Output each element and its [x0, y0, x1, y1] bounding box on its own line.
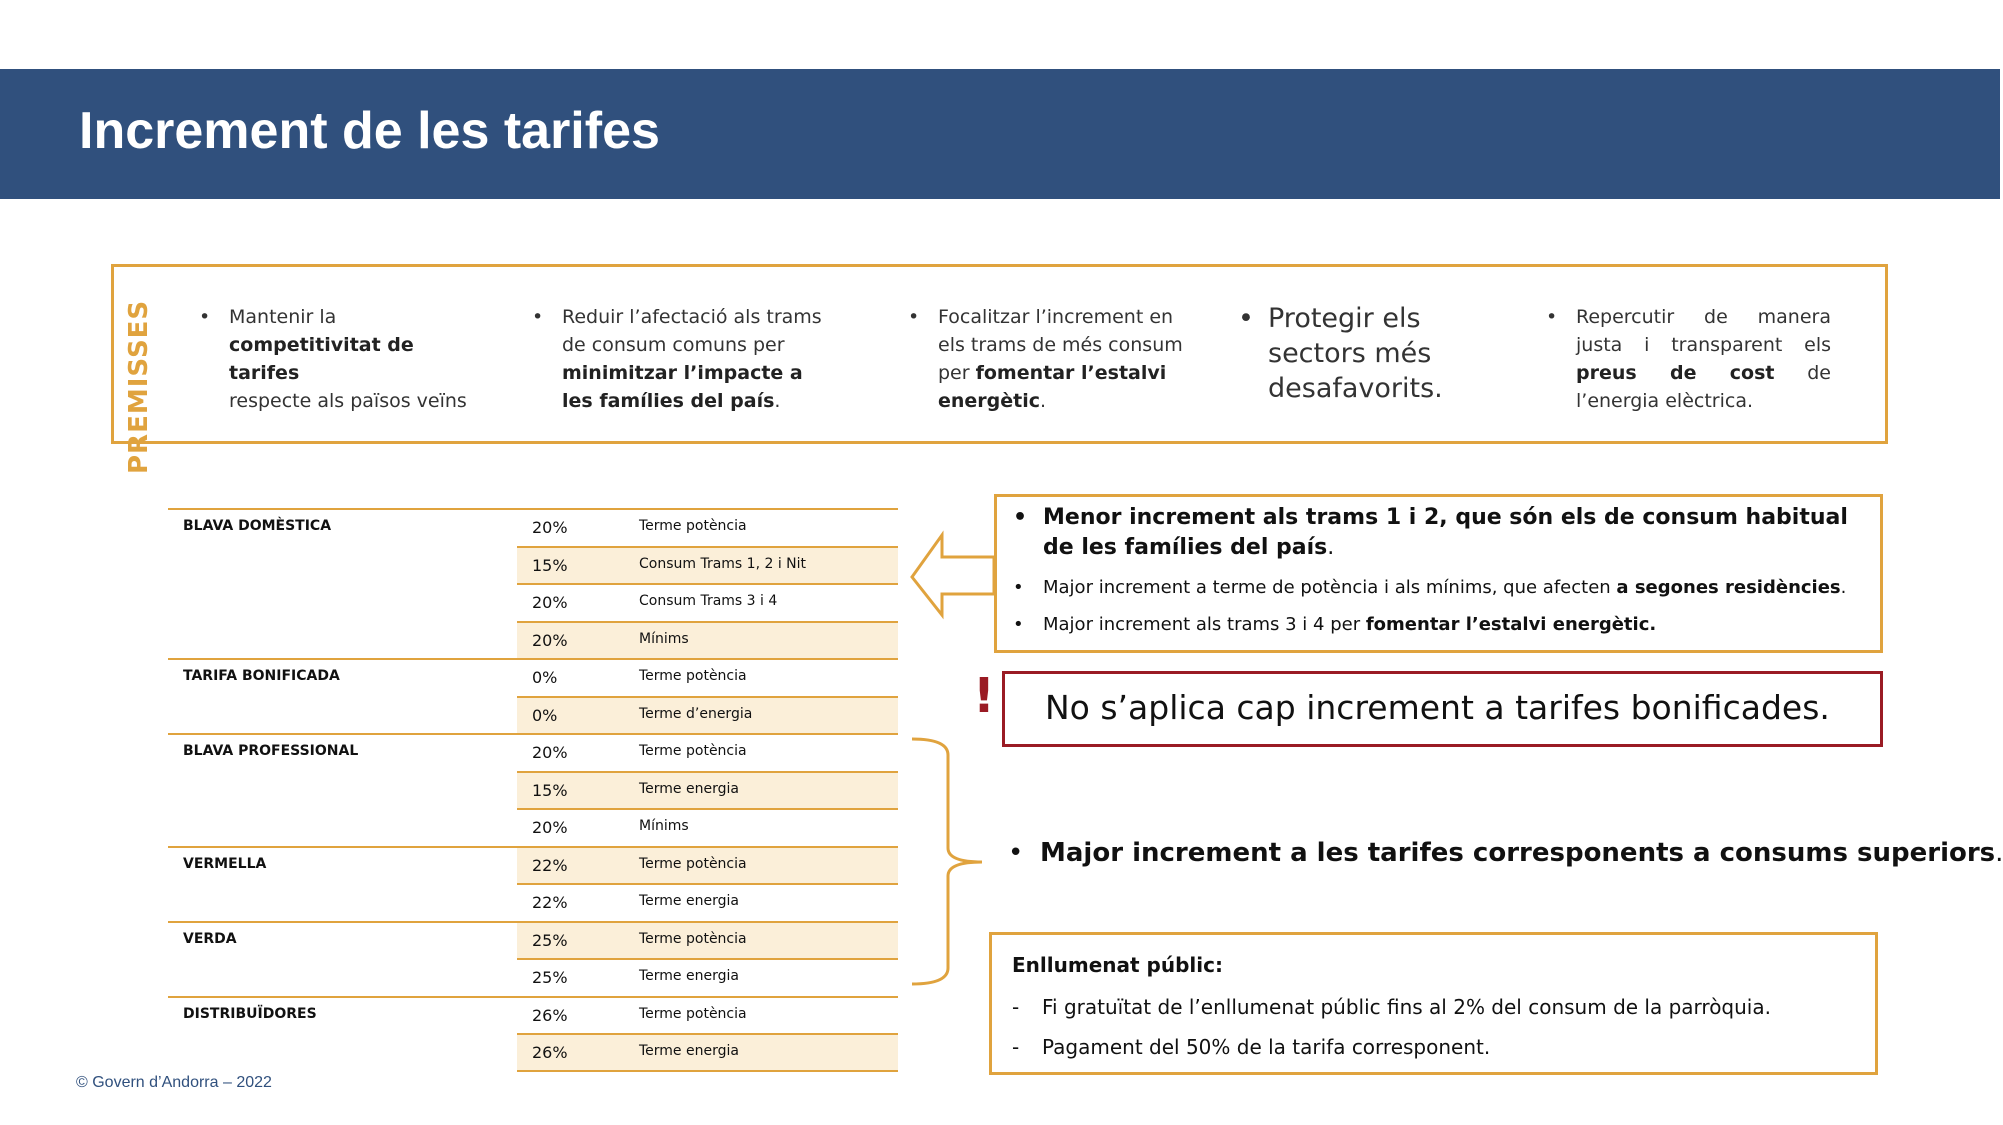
lighting-title: Enllumenat públic: — [1012, 953, 1223, 977]
premise-4: • Protegir els sectors més desafavorits. — [1238, 303, 1443, 404]
exclamation-icon: ! — [973, 668, 995, 724]
table-row: 25% Terme energia — [168, 958, 898, 994]
page-title: Increment de les tarifes — [79, 102, 660, 160]
table-row: VERDA 25% Terme potència — [168, 921, 898, 957]
group-name: TARIFA BONIFICADA — [183, 668, 340, 684]
lighting-item: - Fi gratuïtat de l’enllumenat públic fins al 2% del consum de la parròquia. — [1012, 995, 1771, 1019]
premise-3: • Focalitzar l’increment en els trams de més consum per fomentar l’estalvi energètic. — [908, 306, 1183, 412]
table-row: BLAVA PROFESSIONAL 20% Terme potència — [168, 733, 898, 769]
group-name: VERDA — [183, 930, 237, 947]
table-row: 20% Consum Trams 3 i 4 — [168, 583, 898, 619]
family-impact-box — [994, 494, 1883, 653]
table-row: 26% Terme energia — [168, 1033, 898, 1069]
table-row: 22% Terme energia — [168, 883, 898, 919]
bullet-trams-increment: • Major increment als trams 3 i 4 per fomentar l’estalvi energètic. — [1013, 614, 1657, 635]
table-row: DISTRIBUÏDORES 26% Terme potència — [168, 996, 898, 1032]
copyright-footer: © Govern d’Andorra – 2022 — [76, 1074, 272, 1091]
table-row: 20% Mínims — [168, 621, 898, 657]
premise-5: • Repercutir de manera justa i transparent els preus de cost de l’energia elèctrica. — [1546, 306, 1831, 412]
group-name: DISTRIBUÏDORES — [183, 1005, 317, 1022]
lighting-item: - Pagament del 50% de la tarifa corresponent. — [1012, 1035, 1491, 1059]
table-row: 15% Consum Trams 1, 2 i Nit — [168, 546, 898, 582]
public-lighting-box — [989, 932, 1878, 1075]
brace-icon — [912, 739, 982, 984]
table-row: TARIFA BONIFICADA 0% Terme potència — [168, 658, 898, 694]
table-row: 0% Terme d’energia — [168, 696, 898, 732]
table-row: 15% Terme energia — [168, 771, 898, 807]
premise-2: • Reduir l’afectació als trams de consum comuns per minimitzar l’impacte a les famílies del país. — [532, 306, 822, 412]
group-name: BLAVA DOMÈSTICA — [183, 518, 332, 534]
table-row: 20% Mínims — [168, 808, 898, 844]
table-row: BLAVA DOMÈSTICA 20% Terme potència — [168, 508, 898, 544]
warning-text: No s’aplica cap increment a tarifes bonificades. — [1045, 688, 1830, 727]
group-name: BLAVA PROFESSIONAL — [183, 743, 359, 759]
premises-label: PREMISSES — [124, 299, 154, 474]
warning-box — [1002, 671, 1883, 747]
group-name: VERMELLA — [183, 855, 267, 872]
premise-1: • Mantenir la competitivitat de tarifes respecte als països veïns — [199, 306, 467, 412]
arrow-left-icon — [912, 535, 994, 615]
table-row: VERMELLA 22% Terme potència — [168, 846, 898, 882]
bullet-lower-increment: • Menor increment als trams 1 i 2, que són els de consum habitual de les famílies del país. — [1013, 505, 1848, 560]
bullet-power-increment: • Major increment a terme de potència i als mínims, que afecten a segones residències. — [1013, 577, 1847, 598]
